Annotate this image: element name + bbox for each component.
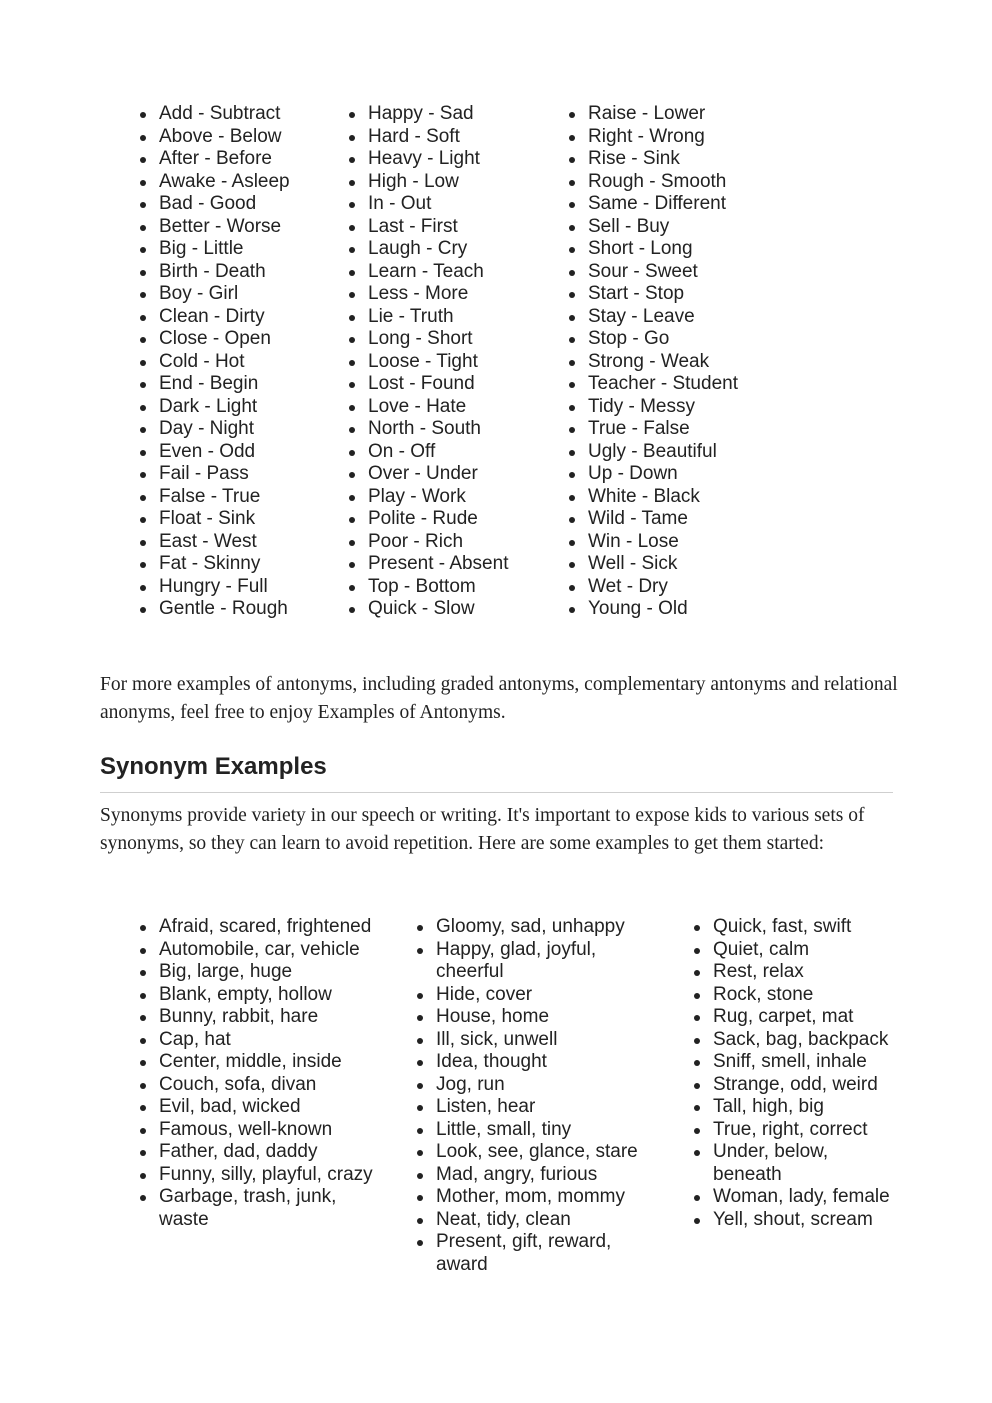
antonym-pair: Start - Stop: [566, 283, 786, 306]
antonym-pair: Boy - Girl: [137, 283, 327, 306]
synonym-group: Tall, high, big: [691, 1096, 891, 1119]
antonym-pair: Sour - Sweet: [566, 261, 786, 284]
synonym-list-column-1: [137, 916, 387, 1231]
synonym-group: Father, dad, daddy: [137, 1141, 387, 1164]
synonym-group: Jog, run: [414, 1074, 664, 1097]
antonym-pair: Young - Old: [566, 598, 786, 621]
antonym-pair: Same - Different: [566, 193, 786, 216]
synonym-group: Hide, cover: [414, 984, 664, 1007]
antonym-pair: Up - Down: [566, 463, 786, 486]
synonym-list-column-2: [414, 916, 664, 1276]
antonym-pair: Above - Below: [137, 126, 327, 149]
antonym-pair: Hungry - Full: [137, 576, 327, 599]
antonym-pair: Day - Night: [137, 418, 327, 441]
antonym-pair: Cold - Hot: [137, 351, 327, 374]
antonym-pair: Over - Under: [346, 463, 556, 486]
synonym-group: Under, below, beneath: [691, 1141, 891, 1186]
antonym-pair: Add - Subtract: [137, 103, 327, 126]
antonym-pair: Wild - Tame: [566, 508, 786, 531]
antonym-pair: North - South: [346, 418, 556, 441]
antonym-pair: Rise - Sink: [566, 148, 786, 171]
synonym-group: Rock, stone: [691, 984, 891, 1007]
antonym-list-column-1: [137, 103, 327, 621]
synonym-group: Couch, sofa, divan: [137, 1074, 387, 1097]
antonym-pair: Poor - Rich: [346, 531, 556, 554]
synonym-group: Funny, silly, playful, crazy: [137, 1164, 387, 1187]
synonym-group: Famous, well-known: [137, 1119, 387, 1142]
antonym-pair: White - Black: [566, 486, 786, 509]
antonym-pair: Quick - Slow: [346, 598, 556, 621]
antonym-pair: Wet - Dry: [566, 576, 786, 599]
antonym-pair: Big - Little: [137, 238, 327, 261]
synonym-group: Bunny, rabbit, hare: [137, 1006, 387, 1029]
antonym-pair: Right - Wrong: [566, 126, 786, 149]
antonym-pair: Even - Odd: [137, 441, 327, 464]
antonym-pair: Birth - Death: [137, 261, 327, 284]
antonym-pair: Lie - Truth: [346, 306, 556, 329]
antonym-pair: East - West: [137, 531, 327, 554]
synonym-group: Sniff, smell, inhale: [691, 1051, 891, 1074]
antonym-pair: Polite - Rude: [346, 508, 556, 531]
antonym-pair: Float - Sink: [137, 508, 327, 531]
antonym-pair: Bad - Good: [137, 193, 327, 216]
antonym-pair: Clean - Dirty: [137, 306, 327, 329]
antonym-pair: Loose - Tight: [346, 351, 556, 374]
antonym-pair: Ugly - Beautiful: [566, 441, 786, 464]
synonym-group: Look, see, glance, stare: [414, 1141, 664, 1164]
antonym-pair: Laugh - Cry: [346, 238, 556, 261]
synonym-group: Rest, relax: [691, 961, 891, 984]
synonym-group: Big, large, huge: [137, 961, 387, 984]
antonym-pair: Gentle - Rough: [137, 598, 327, 621]
antonym-pair: True - False: [566, 418, 786, 441]
antonym-pair: Sell - Buy: [566, 216, 786, 239]
antonym-pair: Fail - Pass: [137, 463, 327, 486]
antonym-pair: Win - Lose: [566, 531, 786, 554]
synonym-group: Mad, angry, furious: [414, 1164, 664, 1187]
synonym-group: Garbage, trash, junk, waste: [137, 1186, 387, 1231]
synonym-group: Neat, tidy, clean: [414, 1209, 664, 1232]
antonym-pair: Love - Hate: [346, 396, 556, 419]
antonym-pair: Close - Open: [137, 328, 327, 351]
antonym-pair: Heavy - Light: [346, 148, 556, 171]
antonym-pair: Hard - Soft: [346, 126, 556, 149]
antonym-pair: High - Low: [346, 171, 556, 194]
antonym-pair: Stay - Leave: [566, 306, 786, 329]
synonym-group: Mother, mom, mommy: [414, 1186, 664, 1209]
antonym-pair: False - True: [137, 486, 327, 509]
antonym-pair: Play - Work: [346, 486, 556, 509]
heading-divider: [100, 792, 893, 793]
synonym-group: Gloomy, sad, unhappy: [414, 916, 664, 939]
antonym-pair: Long - Short: [346, 328, 556, 351]
antonym-pair: Short - Long: [566, 238, 786, 261]
synonym-group: Idea, thought: [414, 1051, 664, 1074]
synonym-group: Afraid, scared, frightened: [137, 916, 387, 939]
antonym-pair: Rough - Smooth: [566, 171, 786, 194]
synonym-group: Present, gift, reward, award: [414, 1231, 664, 1276]
synonym-group: True, right, correct: [691, 1119, 891, 1142]
synonym-group: Listen, hear: [414, 1096, 664, 1119]
antonym-pair: Strong - Weak: [566, 351, 786, 374]
antonym-pair: Stop - Go: [566, 328, 786, 351]
synonym-group: Blank, empty, hollow: [137, 984, 387, 1007]
antonym-pair: Lost - Found: [346, 373, 556, 396]
synonym-examples-heading: Synonym Examples: [100, 753, 327, 780]
synonym-group: Yell, shout, scream: [691, 1209, 891, 1232]
synonym-list-column-3: [691, 916, 891, 1231]
antonym-pair: Present - Absent: [346, 553, 556, 576]
antonym-list-column-2: [346, 103, 556, 621]
antonym-pair: Learn - Teach: [346, 261, 556, 284]
antonym-pair: Well - Sick: [566, 553, 786, 576]
synonym-intro-paragraph: Synonyms provide variety in our speech or writing. It's important to expose kids to various sets of synonyms, so they can learn to avoid repetition. Here are some examples to get them started:: [100, 805, 865, 854]
antonym-pair: Happy - Sad: [346, 103, 556, 126]
antonym-pair: Tidy - Messy: [566, 396, 786, 419]
synonym-group: Quick, fast, swift: [691, 916, 891, 939]
synonym-group: Automobile, car, vehicle: [137, 939, 387, 962]
more-antonyms-paragraph: For more examples of antonyms, including graded antonyms, complementary antonyms and relational anonyms, feel free to enjoy Examples of Antonyms.: [100, 674, 898, 723]
antonym-pair: In - Out: [346, 193, 556, 216]
synonym-group: Cap, hat: [137, 1029, 387, 1052]
antonym-pair: Fat - Skinny: [137, 553, 327, 576]
antonym-pair: Top - Bottom: [346, 576, 556, 599]
antonym-pair: End - Begin: [137, 373, 327, 396]
antonym-pair: Less - More: [346, 283, 556, 306]
antonym-pair: Awake - Asleep: [137, 171, 327, 194]
antonym-pair: Last - First: [346, 216, 556, 239]
synonym-group: Ill, sick, unwell: [414, 1029, 664, 1052]
synonym-group: Woman, lady, female: [691, 1186, 891, 1209]
antonym-pair: Better - Worse: [137, 216, 327, 239]
antonym-pair: On - Off: [346, 441, 556, 464]
antonym-pair: Teacher - Student: [566, 373, 786, 396]
synonym-group: Center, middle, inside: [137, 1051, 387, 1074]
synonym-group: Sack, bag, backpack: [691, 1029, 891, 1052]
synonym-group: Evil, bad, wicked: [137, 1096, 387, 1119]
synonym-group: Strange, odd, weird: [691, 1074, 891, 1097]
synonym-group: Happy, glad, joyful, cheerful: [414, 939, 664, 984]
antonym-pair: After - Before: [137, 148, 327, 171]
antonym-pair: Raise - Lower: [566, 103, 786, 126]
synonym-group: Quiet, calm: [691, 939, 891, 962]
antonym-list-column-3: [566, 103, 786, 621]
synonym-group: Rug, carpet, mat: [691, 1006, 891, 1029]
antonym-pair: Dark - Light: [137, 396, 327, 419]
synonym-group: Little, small, tiny: [414, 1119, 664, 1142]
synonym-group: House, home: [414, 1006, 664, 1029]
